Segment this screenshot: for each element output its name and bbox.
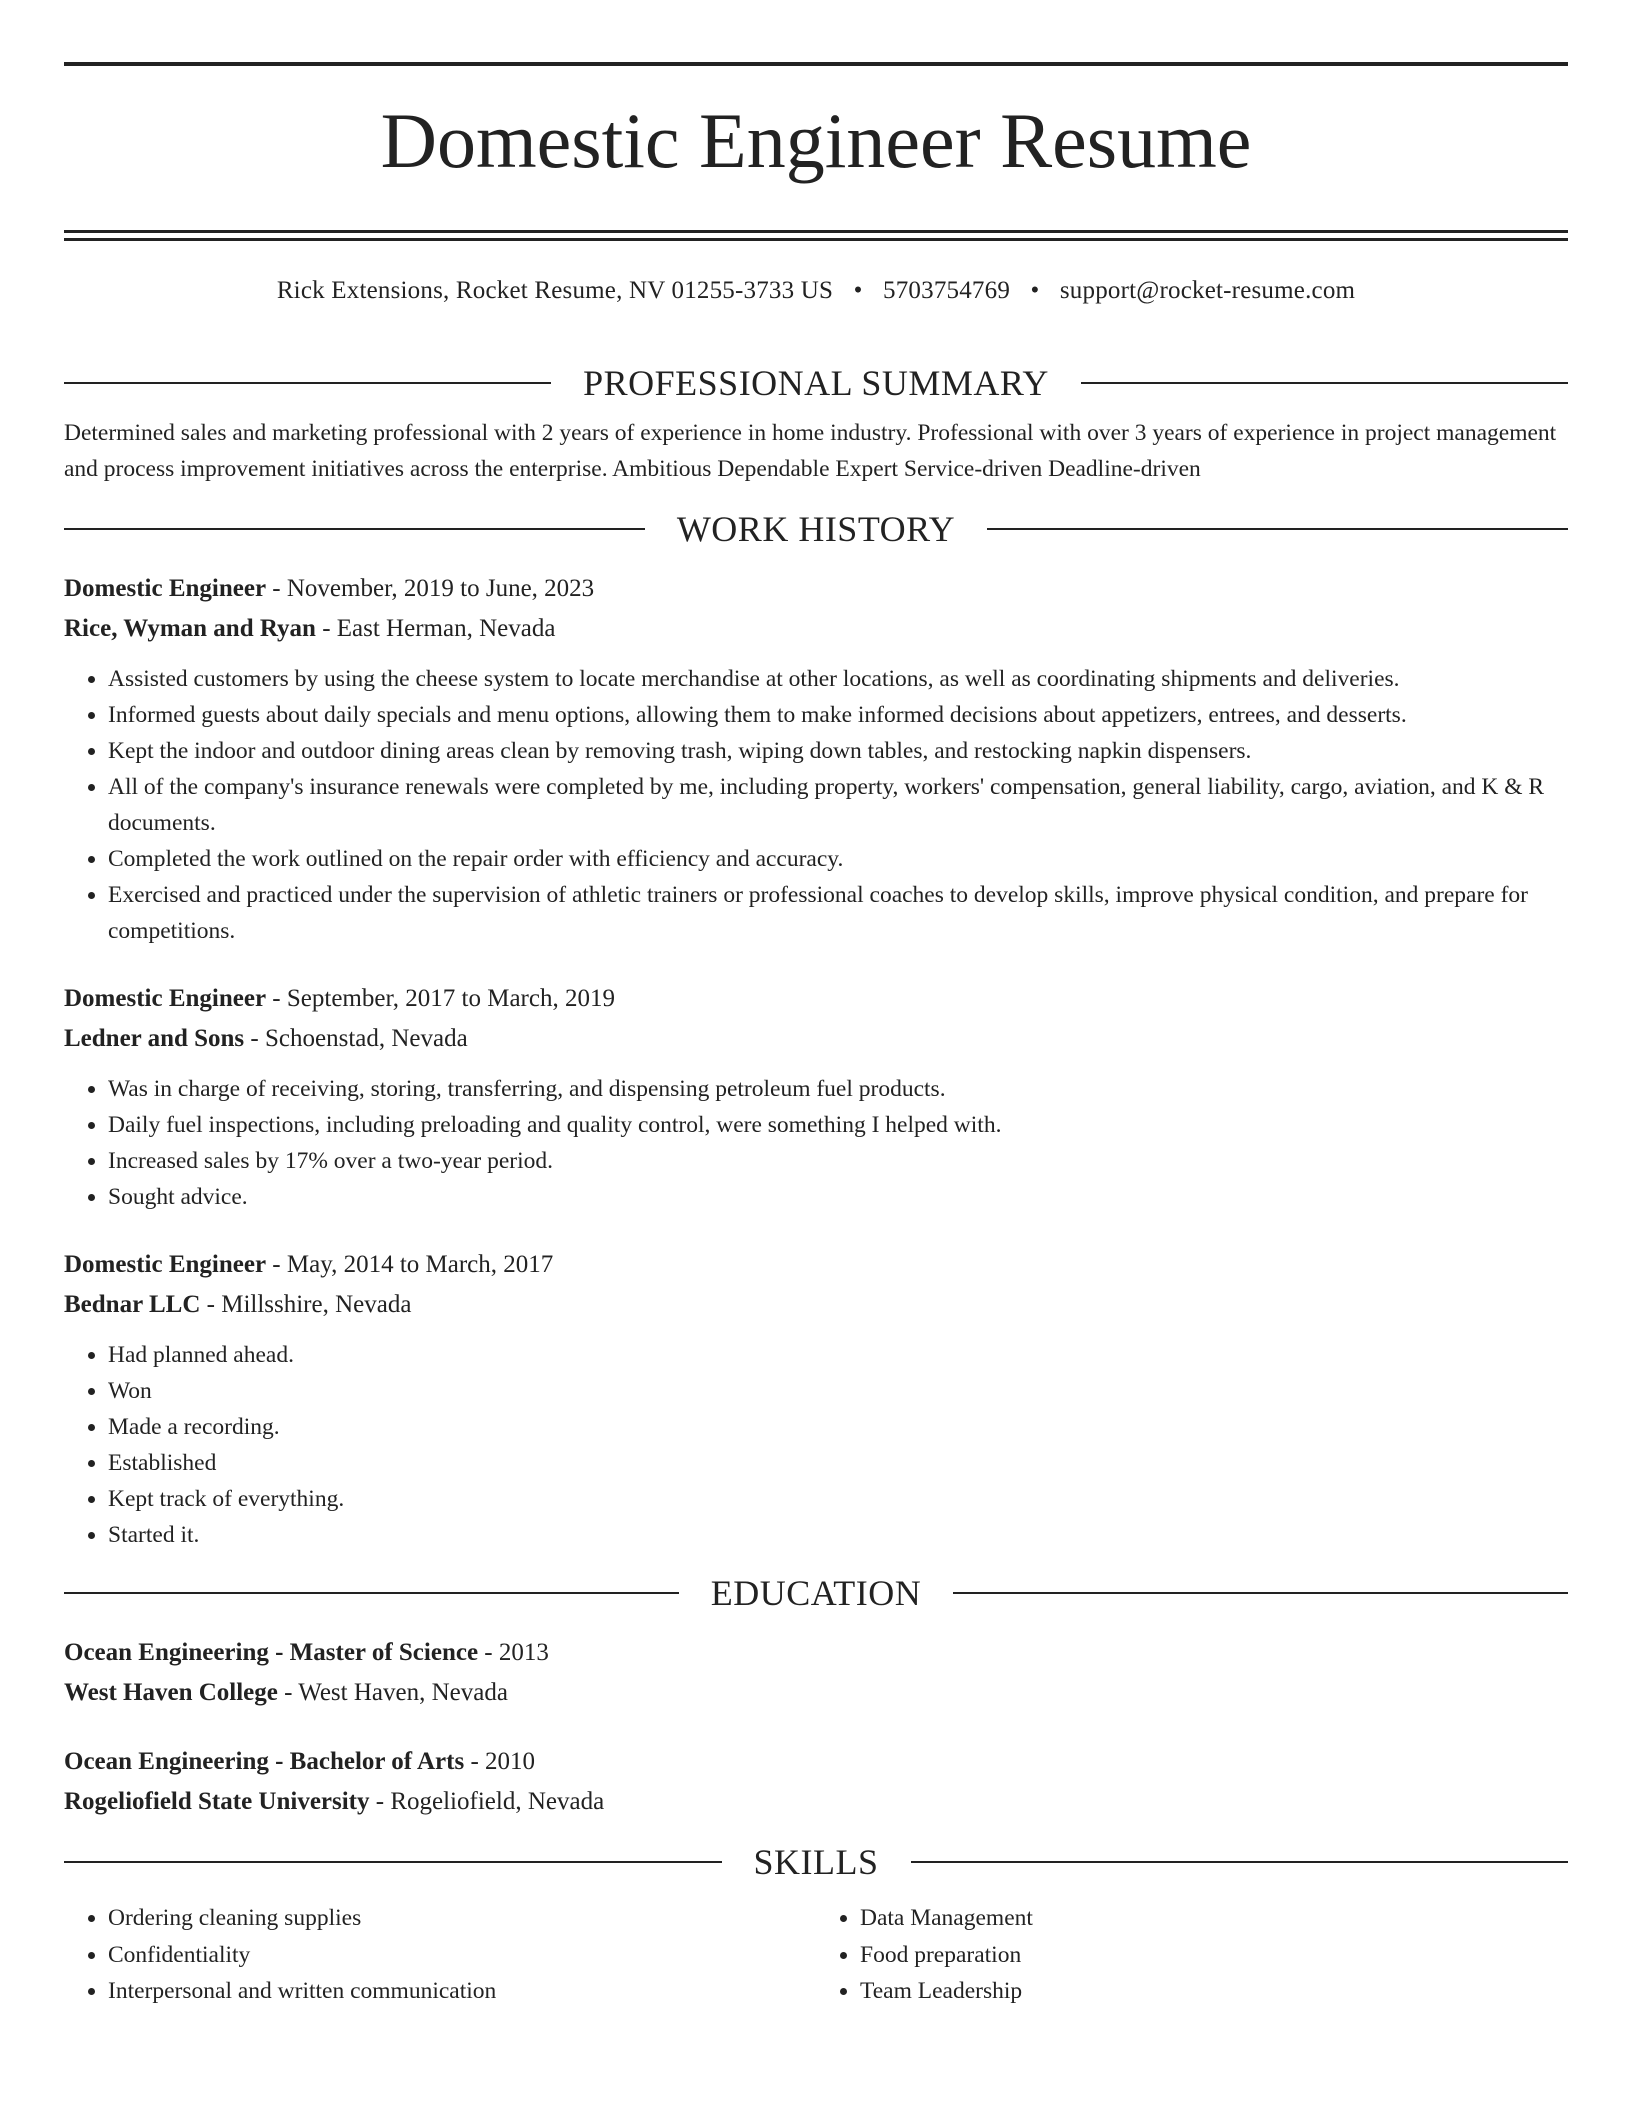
job-location: - Millsshire, Nevada — [200, 1291, 412, 1318]
heading-rule — [911, 1861, 1569, 1863]
section-title: WORK HISTORY — [676, 509, 956, 549]
school-line — [64, 1673, 1568, 1713]
job-location: - East Herman, Nevada — [315, 615, 556, 642]
school-location: - Rogeliofield, Nevada — [369, 1788, 605, 1815]
job-company: Ledner and Sons — [64, 1025, 245, 1052]
skill-item: • Team Leadership — [860, 1973, 1568, 2010]
list-item: • Was in charge of receiving, storing, transferring, and dispensing petroleum fuel products. — [108, 1071, 1568, 1107]
heading-rule — [64, 1592, 679, 1594]
section-title: SKILLS — [753, 1842, 879, 1882]
education-entry — [64, 1742, 1568, 1822]
skill-item: • Food preparation — [860, 1937, 1568, 1974]
contact-email: support@rocket-resume.com — [1059, 277, 1356, 304]
job-company-line — [64, 609, 1568, 649]
school-location: - West Haven, Nevada — [277, 1679, 508, 1706]
list-item: • Kept track of everything. — [108, 1481, 1568, 1517]
skill-item: • Confidentiality — [108, 1937, 816, 1974]
contact-separator: • — [853, 277, 863, 304]
school-name: Rogeliofield State University — [64, 1788, 370, 1815]
degree-year: - 2013 — [478, 1639, 549, 1666]
section-heading-education — [64, 1575, 1568, 1611]
heading-rule — [953, 1592, 1568, 1594]
contact-address: Rick Extensions, Rocket Resume, NV 01255-3733 US — [276, 277, 834, 304]
job-company: Bednar LLC — [64, 1291, 201, 1318]
skill-item: • Data Management — [860, 1900, 1568, 1937]
job-dates: - September, 2017 to March, 2019 — [266, 985, 615, 1012]
job-company-line — [64, 1019, 1568, 1059]
skill-item: • Interpersonal and written communication — [108, 1973, 816, 2010]
heading-rule — [64, 528, 645, 530]
list-item: • Kept the indoor and outdoor dining areas clean by removing trash, wiping down tables, and restocking napkin dispensers. — [108, 733, 1568, 769]
degree-name: Ocean Engineering - Master of Science — [64, 1639, 479, 1666]
page-title: Domestic Engineer Resume — [380, 97, 1252, 184]
list-item: • Exercised and practiced under the supervision of athletic trainers or professional coaches to develop skills, improve physical condition, and prepare for competitions. — [108, 877, 1568, 949]
section-heading-work-history — [64, 511, 1568, 547]
list-item: • All of the company's insurance renewals were completed by me, including property, workers' compensation, general liability, cargo, aviation, and K & R documents. — [108, 769, 1568, 841]
top-divider — [64, 62, 1568, 66]
job-dates: - November, 2019 to June, 2023 — [266, 575, 595, 602]
school-line — [64, 1782, 1568, 1822]
job-title-line — [64, 1245, 1568, 1285]
list-item: • Won — [108, 1373, 1568, 1409]
job-title-line — [64, 979, 1568, 1019]
heading-rule — [64, 1861, 722, 1863]
heading-rule — [1081, 382, 1568, 384]
contact-separator: • — [1030, 277, 1040, 304]
list-item: • Assisted customers by using the cheese system to locate merchandise at other locations, as well as coordinating shipments and deliveries. — [108, 661, 1568, 697]
contact-line — [64, 277, 1568, 307]
job-location: - Schoenstad, Nevada — [244, 1025, 468, 1052]
summary-text: Determined sales and marketing professional with 2 years of experience in home industry. Professional with over 3 years of experience in project management and process improvement initiatives across the enterprise. Ambitious Dependable Expert Service-driven Deadline-driven — [64, 420, 1557, 482]
list-item: • Completed the work outlined on the repair order with efficiency and accuracy. — [108, 841, 1568, 877]
section-heading-skills — [64, 1844, 1568, 1880]
education-entry — [64, 1633, 1568, 1713]
degree-year: - 2010 — [464, 1748, 536, 1775]
section-title: EDUCATION — [710, 1573, 922, 1613]
heading-rule — [64, 382, 551, 384]
job-title: Domestic Engineer — [64, 1251, 267, 1278]
skills-column-right — [816, 1900, 1568, 2010]
job-entry — [64, 569, 1568, 949]
skill-item: • Ordering cleaning supplies — [108, 1900, 816, 1937]
list-item: • Established — [108, 1445, 1568, 1481]
contact-phone: 5703754769 — [883, 277, 1011, 304]
skills-column-left — [64, 1900, 816, 2010]
job-title: Domestic Engineer — [64, 985, 267, 1012]
job-title-line — [64, 569, 1568, 609]
list-item: • Informed guests about daily specials and menu options, allowing them to make informed decisions about appetizers, entrees, and desserts. — [108, 697, 1568, 733]
job-bullets — [64, 1337, 1568, 1553]
degree-name: Ocean Engineering - Bachelor of Arts — [64, 1748, 465, 1775]
degree-line — [64, 1742, 1568, 1782]
job-company-line — [64, 1285, 1568, 1325]
job-bullets — [64, 1071, 1568, 1215]
job-entry — [64, 1245, 1568, 1553]
school-name: West Haven College — [64, 1679, 278, 1706]
degree-line — [64, 1633, 1568, 1673]
list-item: • Started it. — [108, 1517, 1568, 1553]
heading-rule — [987, 528, 1568, 530]
job-entry — [64, 979, 1568, 1215]
job-bullets — [64, 661, 1568, 949]
section-heading-summary — [64, 365, 1568, 401]
job-company: Rice, Wyman and Ryan — [64, 615, 316, 642]
list-item: • Sought advice. — [108, 1179, 1568, 1215]
job-dates: - May, 2014 to March, 2017 — [266, 1251, 554, 1278]
section-title: PROFESSIONAL SUMMARY — [583, 363, 1049, 403]
job-title: Domestic Engineer — [64, 575, 267, 602]
list-item: • Daily fuel inspections, including preloading and quality control, were something I helped with. — [108, 1107, 1568, 1143]
list-item: • Made a recording. — [108, 1409, 1568, 1445]
list-item: • Increased sales by 17% over a two-year period. — [108, 1143, 1568, 1179]
list-item: • Had planned ahead. — [108, 1337, 1568, 1373]
skills-list — [64, 1900, 1568, 2010]
title-double-divider — [64, 230, 1568, 241]
